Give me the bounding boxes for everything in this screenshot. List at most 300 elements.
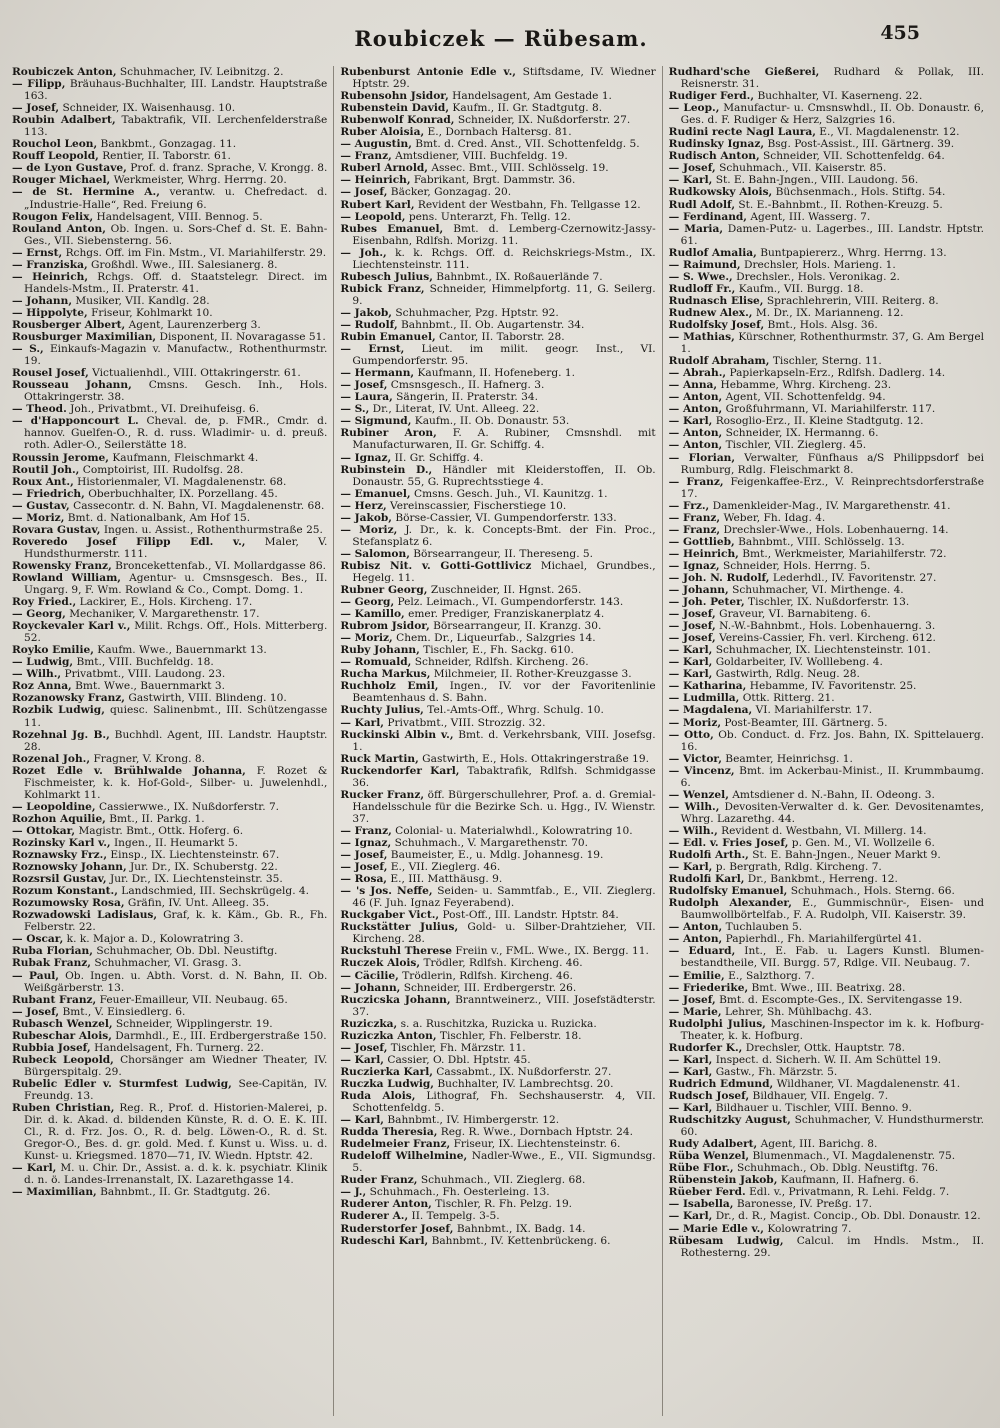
entry-name: Ruderstorfer Josef, — [340, 1222, 454, 1235]
entry-name: Rubert Karl, — [340, 198, 415, 211]
entry-details: Cassabmt., IX. Nußdorferstr. 27. — [436, 1065, 612, 1078]
entry-name: Rozumowsky Rosa, — [12, 897, 125, 910]
entry-name: — Moriz, — [668, 716, 722, 729]
directory-entry — [340, 391, 655, 403]
entry-name: — S., — [340, 403, 370, 416]
entry-details: Buchhalter, IV. Lambrechtsg. 20. — [437, 1077, 614, 1090]
entry-details: St. E. Bahn-Jngen., VIII. Laudong. 56. — [715, 174, 919, 187]
entry-details: Bahnbmt., II. Gr. Stadtgutg. 26. — [100, 1186, 271, 1199]
directory-entry — [669, 704, 984, 716]
directory-entry — [669, 102, 984, 126]
entry-details: Ob. Conduct. d. Frz. Jos. Bahn, IX. Spittelauerg. 16. — [680, 728, 984, 753]
entry-details: Zuschneider, II. Hgnst. 265. — [430, 584, 582, 597]
directory-entry — [669, 295, 984, 307]
entry-details: Hebamme, Whrg. Kircheng. 23. — [720, 379, 892, 392]
directory-entry — [12, 536, 327, 560]
entry-details: Magistr. Bmt., Ottk. Hoferg. 6. — [78, 824, 244, 837]
entry-details: Tischler, R. Fh. Pelzg. 19. — [435, 1198, 573, 1211]
directory-entry — [669, 1162, 984, 1174]
directory-entry — [340, 668, 655, 680]
entry-details: St. E.-Bahnbmt., II. Rothen-Kreuzg. 5. — [738, 198, 943, 211]
entry-name: Royko Emilie, — [12, 644, 94, 657]
entry-name: — Karl, — [668, 1053, 713, 1066]
entry-name: Rudloff Fr., — [668, 282, 736, 295]
entry-name: Rudorfer K., — [668, 1041, 743, 1054]
entry-details: Sängerin, II. Praterstr. 34. — [396, 391, 538, 404]
directory-entry — [12, 620, 327, 644]
entry-name: — Friedrich, — [12, 487, 85, 500]
entry-name: Ruckendorfer Karl, — [340, 764, 460, 777]
entry-name: Roznowsky Johann, — [12, 861, 127, 874]
entry-details: Bmt. d. Verkehrsbank, VIII. Josefsg. 1. — [352, 728, 656, 753]
entry-details: Börsearrangeur, II. Kranzg. 30. — [433, 620, 602, 633]
directory-entry — [669, 536, 984, 548]
directory-entry — [340, 66, 655, 90]
entry-details: Bahnbmt., IX. Roßauerlände 7. — [436, 270, 603, 283]
entry-details: Weber, Fh. Idag. 4. — [723, 511, 826, 524]
entry-details: M. u. Chir. Dr., Assist. a. d. k. k. psychiatr. Klinik d. n. ö. Landes-Irrenanstalt, IX. Lazarethgasse 14. — [24, 1162, 328, 1187]
entry-details: Cheval. de, p. FMR., Cmdr. d. hannov. Guelfen-O., R. d. russ. Wladimir- u. d. preuß. roth. Adler-O., Seilerstätte 18. — [24, 415, 328, 452]
directory-entry — [340, 500, 655, 512]
entry-details: Maschinen-Inspector im k. k. Hofburg-Theater, k. k. Hofburg. — [680, 1017, 984, 1042]
entry-name: Rudelmeier Franz, — [340, 1138, 451, 1151]
directory-entry — [12, 150, 327, 162]
entry-name: — Josef, — [668, 608, 716, 621]
directory-entry — [340, 849, 655, 861]
entry-details: Pelz. Leimach., VI. Gumpendorferstr. 143. — [397, 596, 624, 609]
entry-details: Landschmied, III. Sechskrügelg. 4. — [121, 885, 310, 898]
directory-entry — [669, 403, 984, 415]
entry-details: Bmt. d. Lemberg-Czernowitz-Jassy-Eisenbahn, Rdlfsh. Morizg. 11. — [352, 222, 656, 247]
entry-details: Manufactur- u. Cmsnswhdl., II. Ob. Donaustr. 6, Ges. d. F. Rudiger & Herz, Salzgries 16. — [680, 102, 984, 127]
entry-details: Schuhmach., VII. Kaiserstr. 85. — [719, 162, 887, 175]
directory-entry — [12, 704, 327, 728]
entry-details: Edl. v., Privatmann, R. Lehi. Feldg. 7. — [749, 1186, 950, 1199]
entry-details: Buchhalter, VI. Kaserneng. 22. — [757, 90, 923, 103]
entry-details: Schuhmacher, Pzg. Hptstr. 92. — [395, 306, 559, 319]
entry-details: Buntpapiererz., Whrg. Herrng. 13. — [760, 246, 947, 259]
entry-details: E., Gummischnür-, Eisen- und Baumwollbörtelfab., F. A. Rudolph, VII. Kaiserstr. 39. — [680, 897, 984, 922]
entry-details: Revident der Westbahn, Fh. Tellgasse 12. — [417, 198, 641, 211]
entry-name: Rousberger Albert, — [12, 318, 126, 331]
entry-name: — Moriz, — [12, 511, 65, 524]
entry-name: Ruckinski Albin v., — [340, 728, 454, 741]
entry-name: — Jakob, — [340, 511, 392, 524]
entry-details: Friseur, IX. Liechtensteinstr. 6. — [453, 1138, 621, 1151]
entry-details: Schneider, IX. Nußdorferstr. 27. — [457, 114, 631, 127]
directory-entry — [340, 319, 655, 331]
directory-entry — [669, 596, 984, 608]
entry-name: — d'Happoncourt L. — [12, 415, 139, 428]
entry-name: Rozanowsky Franz, — [12, 692, 125, 705]
entry-name: Rudnasch Elise, — [668, 294, 764, 307]
entry-details: Tel.-Amts-Off., Whrg. Schulg. 10. — [427, 704, 604, 717]
directory-entry — [340, 1090, 655, 1114]
entry-details: Wildhaner, VI. Magdalenenstr. 41. — [776, 1077, 961, 1090]
directory-entry — [669, 415, 984, 427]
entry-details: Oberbuchhalter, IX. Porzellang. 45. — [88, 487, 278, 500]
entry-details: öff. Bürgerschullehrer, Prof. a. d. Gremial-Handelsschule für die Bezirke Sch. u. Hgg., IV. Wienstr. 37. — [352, 788, 656, 825]
entry-details: Maler, V. Hundsthurmerstr. 111. — [24, 535, 328, 560]
entry-name: — Wilh., — [668, 824, 718, 837]
entry-name: Rudeloff Wilhelmine, — [340, 1150, 468, 1163]
directory-entry — [340, 211, 655, 223]
entry-name: — 's Jos. Neffe, — [340, 885, 433, 898]
directory-entry — [340, 837, 655, 849]
directory-entry — [12, 512, 327, 524]
directory-entry — [669, 1114, 984, 1138]
directory-entry — [340, 1066, 655, 1078]
entry-details: Milchmeier, II. Rother-Kreuzgasse 3. — [433, 668, 632, 681]
entry-details: quiesc. Salinenbmt., III. Schützengasse 11. — [24, 704, 328, 729]
directory-entry — [669, 584, 984, 596]
entry-name: — Hermann, — [340, 367, 415, 380]
entry-details: E., Salzthorg. 7. — [728, 969, 815, 982]
directory-entry — [669, 873, 984, 885]
directory-entry — [669, 572, 984, 584]
entry-name: Rudkowsky Alois, — [668, 186, 773, 199]
directory-entry — [669, 632, 984, 644]
entry-details: Schuhmach., V. Margarethenstr. 70. — [394, 837, 589, 849]
directory-entry — [669, 1042, 984, 1054]
entry-name: — Leopold, — [340, 210, 406, 223]
entry-details: k. k. Rchgs. Off. d. Reichskriegs-Mstm., IX. Liechtensteinstr. 111. — [352, 246, 656, 271]
entry-name: Rubisz Nit. v. Gotti-Gottlivicz — [340, 559, 532, 572]
column-2 — [333, 66, 661, 1416]
directory-entry — [669, 982, 984, 994]
entry-name: Rudini recte Nagl Laura, — [668, 126, 816, 139]
entry-name: Rubesch Julius, — [340, 270, 433, 283]
directory-entry — [340, 957, 655, 969]
directory-entry — [669, 837, 984, 849]
entry-details: Musiker, VII. Kandlg. 28. — [75, 294, 210, 307]
entry-details: Chem. Dr., Liqueurfab., Salzgries 14. — [396, 632, 596, 645]
directory-entry — [669, 668, 984, 680]
entry-name: — Franz, — [340, 824, 392, 837]
directory-entry — [669, 1102, 984, 1114]
directory-entry — [12, 729, 327, 753]
entry-details: Börse-Cassier, VI. Gumpendorferstr. 133. — [395, 511, 617, 524]
entry-name: — Josef, — [340, 849, 388, 862]
directory-entry — [340, 861, 655, 873]
entry-name: Rucker Franz, — [340, 788, 425, 801]
entry-name: — Frz., — [668, 499, 710, 512]
directory-entry — [340, 1174, 655, 1186]
entry-details: Devositen-Verwalter d. k. Ger. Devositenamtes, Whrg. Lazarethg. 44. — [680, 800, 984, 825]
entry-name: Rovara Gustav, — [12, 523, 101, 536]
entry-name: Ruckstätter Julius, — [340, 921, 459, 934]
entry-name: Rudolf Abraham, — [668, 355, 770, 368]
directory-entry — [12, 367, 327, 379]
entry-details: Ob. Ingen. u. Sors-Chef d. St. E. Bahn-Ges., VII. Siebensterng. 56. — [24, 222, 328, 247]
directory-entry — [12, 403, 327, 415]
entry-details: E., Dornbach Haltersg. 81. — [427, 126, 572, 139]
entry-details: Schneider, Rdlfsh. Kircheng. 26. — [414, 656, 589, 669]
directory-entry — [669, 692, 984, 704]
entry-details: Drechsler., Hols. Veronikag. 2. — [736, 270, 900, 283]
entry-details: Bmt., Hols. Alsg. 36. — [767, 318, 878, 331]
entry-details: Ob. Ingen. u. Abth. Vorst. d. N. Bahn, II. Ob. Weißgärberstr. 13. — [24, 969, 328, 994]
entry-name: — Anna, — [668, 379, 718, 392]
directory-entry — [669, 861, 984, 873]
entry-details: Bmt. d. Cred. Anst., VII. Schottenfeldg. 5. — [415, 138, 640, 151]
entry-name: — Leop., — [668, 102, 720, 115]
entry-name: Royckevaler Karl v., — [12, 620, 131, 633]
entry-name: — Mathias, — [668, 331, 735, 344]
entry-details: Bäcker, Gonzagag. 20. — [390, 186, 512, 199]
directory-entry — [340, 1054, 655, 1066]
directory-entry — [12, 476, 327, 488]
entry-details: Kaufm., II. Gr. Stadtgutg. 8. — [452, 102, 603, 115]
directory-entry — [669, 921, 984, 933]
entry-name: — Karl, — [668, 861, 713, 874]
entry-name: — Karl, — [12, 1162, 57, 1175]
entry-name: Rougon Felix, — [12, 210, 94, 223]
directory-entry — [340, 970, 655, 982]
entry-name: — Franziska, — [12, 258, 88, 271]
directory-entry — [12, 138, 327, 150]
directory-entry — [12, 307, 327, 319]
entry-name: — Theod. — [12, 403, 67, 416]
entry-name: — Laura, — [340, 391, 393, 404]
directory-entry — [340, 1138, 655, 1150]
directory-entry — [340, 379, 655, 391]
entry-details: Darmhdl., E., III. Erdbergerstraße 150. — [115, 1029, 327, 1042]
entry-name: — Georg, — [340, 596, 395, 609]
directory-entry — [340, 1042, 655, 1054]
entry-details: Victualienhdl., VIII. Ottakringerstr. 61. — [92, 367, 301, 380]
entry-details: Börsearrangeur, II. Thereseng. 5. — [413, 547, 594, 560]
entry-details: Bahnbmt., VIII. Schlösselg. 13. — [738, 535, 905, 548]
directory-entry — [669, 439, 984, 451]
directory-entry — [340, 283, 655, 307]
entry-details: Historienmaler, VI. Magdalenenstr. 68. — [77, 475, 287, 488]
entry-details: Tischler, VII. Zieglerg. 45. — [725, 439, 867, 452]
entry-details: Schneider, IX. Waisenhausg. 10. — [62, 102, 236, 115]
entry-name: — Franz, — [668, 511, 721, 524]
entry-details: Kaufm., VII. Burgg. 18. — [738, 282, 864, 295]
entry-details: Bmt., II. Parkg. 1. — [109, 812, 205, 825]
directory-entry — [340, 717, 655, 729]
directory-entry — [340, 753, 655, 765]
entry-name: — Romuald, — [340, 656, 412, 669]
entry-details: Papierkapseln-Erz., Rdlfsh. Dadlerg. 14. — [729, 367, 946, 380]
directory-entry — [669, 656, 984, 668]
directory-entry — [340, 199, 655, 211]
entry-name: Roussin Jerome, — [12, 451, 109, 464]
directory-entry — [340, 403, 655, 415]
entry-name: — Josef, — [668, 632, 716, 645]
entry-name: — Josef, — [668, 162, 716, 175]
directory-entry — [12, 668, 327, 680]
directory-entry — [340, 620, 655, 632]
directory-entry — [12, 319, 327, 331]
entry-details: Comptoirist, III. Rudolfsg. 28. — [82, 463, 244, 476]
directory-entry — [12, 849, 327, 861]
entry-name: — Otto, — [668, 728, 714, 741]
directory-entry — [340, 608, 655, 620]
directory-entry — [669, 897, 984, 921]
entry-name: — Josef, — [12, 1005, 60, 1018]
directory-entry — [340, 464, 655, 488]
entry-details: Bahnbmt., IV. Himbergerstr. 12. — [387, 1114, 560, 1127]
entry-name: Ruben Christian, — [12, 1102, 115, 1115]
directory-entry — [12, 909, 327, 933]
directory-entry — [12, 692, 327, 704]
directory-entry — [12, 1006, 327, 1018]
directory-entry — [340, 873, 655, 885]
directory-entry — [669, 1186, 984, 1198]
entry-details: Rentier, II. Taborstr. 61. — [102, 150, 231, 163]
directory-entry — [340, 415, 655, 427]
entry-details: Jur. Dr., IX. Schuberstg. 22. — [130, 861, 278, 874]
directory-entry — [12, 572, 327, 596]
entry-details: Handelsagent, VIII. Bennog. 5. — [96, 210, 263, 223]
entry-name: Ruchty Julius, — [340, 704, 424, 717]
entry-name: — Hippolyte, — [12, 306, 88, 319]
entry-name: Ruziczka Anton, — [340, 1029, 437, 1042]
entry-name: — Johann, — [12, 294, 73, 307]
entry-details: Colonial- u. Materialwhdl., Kolowratring 10. — [395, 824, 633, 837]
entry-details: Dr., Literat, IV. Unt. Alleeg. 22. — [372, 403, 540, 416]
entry-details: Schuhmacher, IX. Liechtensteinstr. 101. — [715, 644, 931, 657]
directory-entry — [12, 608, 327, 620]
directory-entry — [12, 861, 327, 873]
entry-name: — Anton, — [668, 933, 723, 946]
entry-name: — Augustin, — [340, 138, 412, 151]
directory-entry — [12, 885, 327, 897]
entry-name: — Marie, — [668, 1005, 722, 1018]
directory-entry — [669, 66, 984, 90]
directory-entry — [340, 90, 655, 102]
entry-name: — Josef, — [340, 186, 388, 199]
entry-name: Routil Joh., — [12, 463, 80, 476]
entry-details: Beamter, Heinrichsg. 1. — [725, 752, 853, 765]
directory-entry — [12, 271, 327, 295]
entry-details: Rchgs. Off. im Fin. Mstm., VI. Mariahilferstr. 29. — [65, 246, 327, 259]
entry-name: — Moriz, — [340, 632, 393, 645]
directory-entry — [12, 174, 327, 186]
entry-details: Kaufm. Wwe., Bauernmarkt 13. — [97, 644, 267, 657]
directory-entry — [340, 102, 655, 114]
entry-name: — Anton, — [668, 391, 723, 404]
entry-details: Friseur, Kohlmarkt 10. — [91, 306, 213, 319]
entry-details: Drechsler-Wwe., Hols. Lobenhauerng. 14. — [723, 523, 949, 536]
directory-entry — [12, 1030, 327, 1042]
entry-name: Rübesam Ludwig, — [668, 1234, 784, 1247]
entry-name: Rudolphi Julius, — [668, 1017, 766, 1030]
directory-entry — [340, 271, 655, 283]
entry-details: Agent, VII. Schottenfeldg. 94. — [725, 391, 886, 404]
directory-entry — [340, 512, 655, 524]
directory-columns — [12, 66, 990, 1416]
entry-name: — Leopoldine, — [12, 800, 96, 813]
directory-entry — [340, 632, 655, 644]
directory-entry — [340, 138, 655, 150]
entry-details: Bmt. Wwe., III. Beatrixg. 28. — [751, 981, 906, 994]
entry-name: Rubenburst Antonie Edle v., — [340, 66, 516, 78]
entry-name: Ruder Franz, — [340, 1174, 418, 1187]
entry-name: Ruda Alois, — [340, 1089, 416, 1102]
entry-name: Rozum Konstant., — [12, 885, 118, 898]
entry-name: Rüba Wenzel, — [668, 1150, 750, 1163]
entry-name: — Johann, — [668, 584, 729, 597]
entry-name: — Heinrich, — [340, 174, 411, 187]
entry-name: — Gustav, — [12, 499, 70, 512]
page-header — [12, 22, 990, 66]
directory-entry — [669, 199, 984, 211]
entry-details: Calcul. im Hndls. Mstm., II. Rothesterng. 29. — [680, 1234, 984, 1259]
entry-name: — Rudolf, — [340, 318, 398, 331]
directory-entry — [340, 548, 655, 560]
entry-details: Stiftsdame, IV. Wiedner Hptstr. 29. — [352, 66, 656, 91]
entry-details: Buchhdl. Agent, III. Landstr. Hauptstr. 28. — [24, 728, 328, 753]
entry-name: — Raimund, — [668, 258, 741, 271]
entry-name: Ruckgaber Vict., — [340, 909, 440, 922]
entry-name: Rudolfi Karl, — [668, 873, 745, 886]
entry-name: — Wilh., — [12, 668, 62, 681]
entry-details: J. Dr., k. k. Concepts-Bmt. der Fin. Proc., Stefansplatz 6. — [352, 523, 656, 548]
directory-entry — [669, 765, 984, 789]
directory-entry — [669, 500, 984, 512]
entry-details: Ottk. Ritterg. 21. — [742, 692, 835, 705]
directory-entry — [669, 945, 984, 969]
entry-details: Tabaktrafik, VII. Lerchenfelderstraße 113. — [24, 114, 328, 139]
entry-name: Rubiner Aron, — [340, 427, 437, 440]
entry-name: Rozsrsil Gustav, — [12, 873, 107, 886]
entry-details: St. E. Bahn-Jngen., Neuer Markt 9. — [752, 849, 941, 862]
entry-name: Rucha Markus, — [340, 668, 431, 681]
entry-name: Roznawsky Frz., — [12, 849, 108, 862]
entry-details: Rchgs. Off. d. Staatstelegr. Direct. im Handels-Mstm., II. Praterstr. 41. — [24, 270, 328, 295]
entry-name: — Josef, — [668, 993, 716, 1006]
entry-details: Seiden- u. Sammtfab., E., VII. Zieglerg. 46 (F. Juh. Ignaz Feyerabend). — [352, 885, 656, 910]
entry-details: Gastwirth, E., Hols. Ottakringerstraße 19. — [422, 752, 649, 765]
entry-name: Rudolph Alexander, — [668, 897, 792, 910]
entry-name: — Karl, — [668, 668, 713, 681]
entry-name: Rubin Emanuel, — [340, 331, 436, 344]
directory-entry — [669, 1018, 984, 1042]
entry-name: Rudeschi Karl, — [340, 1234, 429, 1247]
directory-entry — [12, 379, 327, 403]
entry-details: Agent, Laurenzerberg 3. — [128, 318, 261, 331]
entry-details: Graf, k. k. Käm., Gb. R., Fh. Felberstr. 22. — [24, 909, 328, 934]
entry-details: Papierhdl., Fh. Mariahilfergürtel 41. — [725, 933, 922, 946]
entry-name: Rubenstein David, — [340, 102, 450, 115]
entry-name: Rübenstein Jakob, — [668, 1174, 778, 1187]
entry-name: — Josef, — [340, 861, 388, 874]
directory-entry — [12, 464, 327, 476]
entry-name: Ruberl Arnold, — [340, 162, 428, 175]
entry-name: — de Lyon Gustave, — [12, 162, 127, 175]
entry-details: Lederhdl., IV. Favoritenstr. 27. — [772, 571, 937, 584]
entry-name: Rudinsky Ignaz, — [668, 138, 765, 151]
directory-entry — [340, 114, 655, 126]
directory-entry — [12, 295, 327, 307]
entry-name: Rudsch Josef, — [668, 1089, 750, 1102]
entry-name: — Joh. Peter, — [668, 596, 745, 609]
entry-name: — Eduard, — [668, 945, 736, 958]
directory-entry — [669, 1174, 984, 1186]
entry-name: — Emilie, — [668, 969, 725, 982]
entry-details: M. Dr., IX. Marianneng. 12. — [755, 306, 904, 319]
directory-entry — [12, 644, 327, 656]
entry-details: Blumenmach., VI. Magdalenenstr. 75. — [752, 1150, 956, 1163]
directory-entry — [340, 162, 655, 174]
entry-name: Rowensky Franz, — [12, 559, 112, 572]
entry-details: Bahnbmt., II. Ob. Augartenstr. 34. — [401, 318, 585, 331]
entry-name: — Vincenz, — [668, 764, 735, 777]
